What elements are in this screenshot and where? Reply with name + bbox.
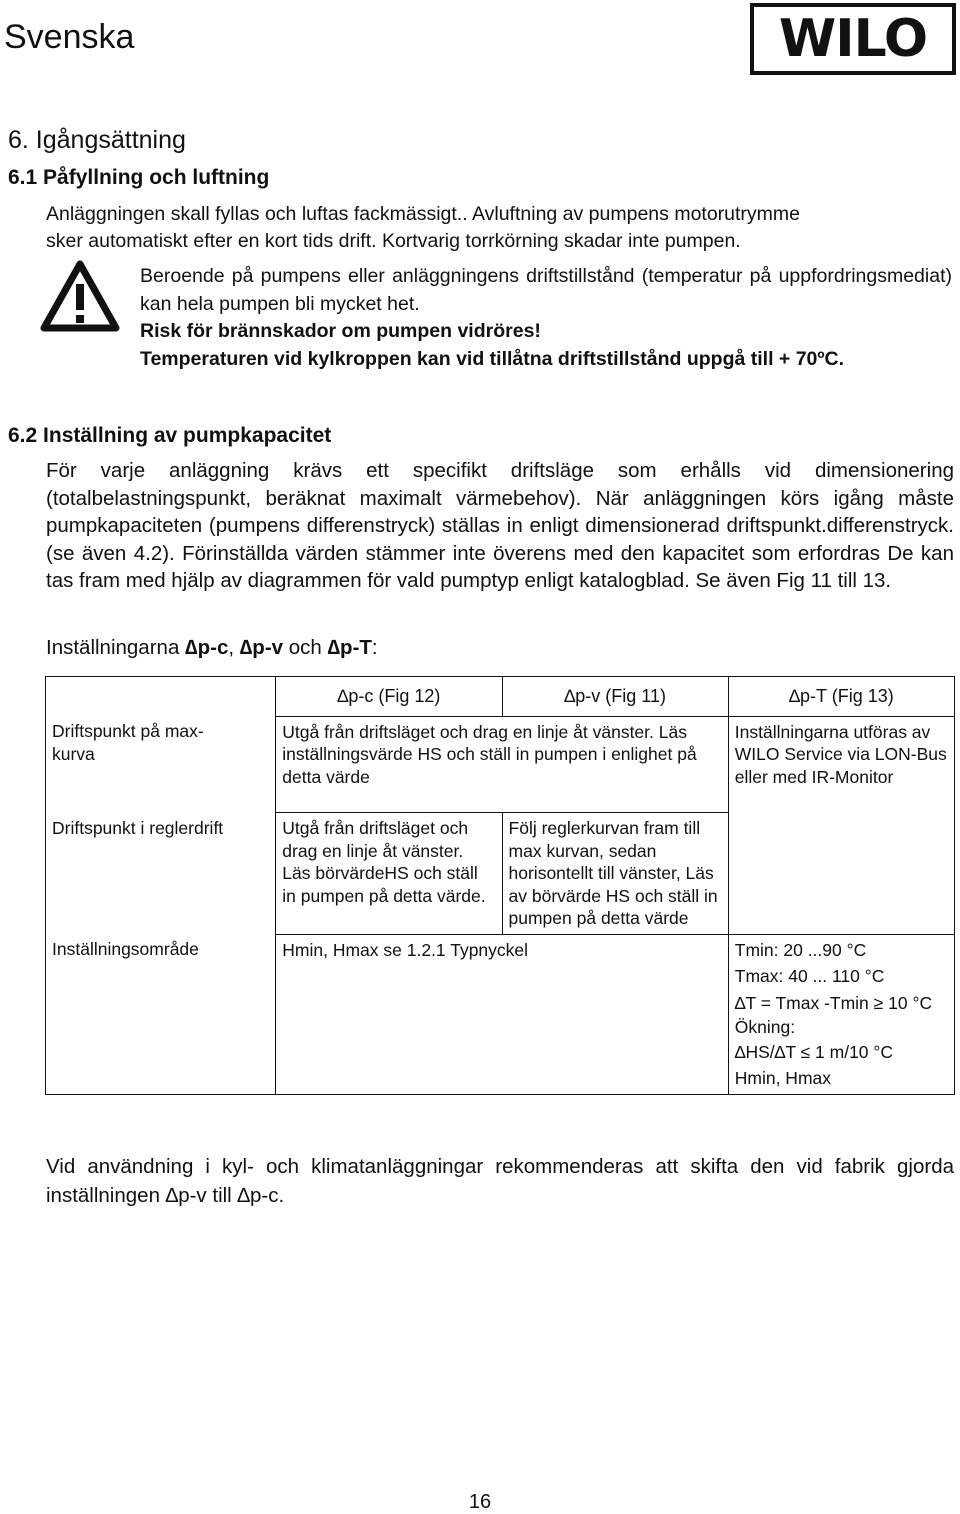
- subsection-title-fill: 6.1 Påfyllning och luftning: [8, 166, 270, 189]
- dpt-range-line: Hmin, Hmax: [734, 1068, 832, 1088]
- language-label: Svenska: [4, 18, 135, 56]
- settings-sep-1: ,: [228, 636, 240, 659]
- mode-dpv: ∆p-v: [239, 636, 284, 659]
- row-label-control: Driftspunkt i reglerdrift: [46, 813, 276, 935]
- header-dpt: ∆p-T (Fig 13): [728, 677, 954, 717]
- capacity-paragraph: För varje anläggning krävs ett specifikt driftsläge som erhålls vid dimensionering (totalbelastningspunkt, beräknat maximalt värmebehov). När anläggningen körs igång måste pumpkapaciteten (pumpens differenstryck) ställas in enligt dimensionerad driftspunkt.differenstryck. (se även 4.2). Förinställda värden stämmer inte överens med den kapacitet som erfordras De kan tas fram med hjälp av diagrammen för vald pumptyp enligt katalogblad. Se även Fig 11 till 13.: [46, 459, 954, 593]
- settings-sep-2: och: [283, 636, 328, 659]
- table-corner: [46, 677, 276, 717]
- subsection-title-capacity: 6.2 Inställning av pumpkapacitet: [8, 424, 332, 447]
- warning-text: [140, 263, 952, 373]
- mode-dpc: ∆p-c: [185, 636, 229, 659]
- section-title: 6. Igångsättning: [8, 126, 186, 154]
- cell-max-curve-instruction: [276, 716, 728, 813]
- footer-note: Vid användning i kyl- och klimatanläggningar rekommenderas att skifta den vid fabrik gjorda inställningen ∆p-v till ∆p-c.: [46, 1155, 954, 1207]
- wilo-logo: WILO: [750, 3, 956, 75]
- settings-intro: [46, 636, 378, 660]
- fill-line-1: Anläggningen skall fyllas och luftas fackmässigt.. Avluftning av pumpens motorutrymme: [46, 203, 801, 225]
- mode-dpt: ∆p-T: [327, 636, 372, 659]
- cell-dpv-control: Följ reglerkurvan fram till max kurvan, sedan horisontellt till vänster, Läs av börvärde HS och ställ in pumpen på detta värde: [502, 813, 728, 935]
- dpt-range-line: Ökning:: [734, 1017, 796, 1037]
- dpt-range-line: Tmin: 20 ...90 °C: [734, 939, 867, 960]
- settings-intro-text: Inställningarna: [46, 636, 180, 659]
- cell-dpt-service: Inställningarna utföras av WILO Service via LON-Bus eller med IR-Monitor: [728, 716, 954, 934]
- page-number: 16: [468, 1491, 492, 1513]
- header-dpc: ∆p-c (Fig 12): [276, 677, 502, 717]
- row-label-range: Inställningsområde: [46, 934, 276, 1094]
- warning-body: Beroende på pumpens eller anläggningens driftstillstånd (temperatur på uppfordringsmediat) kan hela pumpen bli mycket het.: [140, 265, 952, 315]
- table-row: [46, 934, 955, 1094]
- row-label-max-curve: Driftspunkt på max-kurva: [46, 716, 276, 813]
- dpt-range-line: ∆T = Tmax -Tmin ≥ 10 °C: [734, 992, 933, 1013]
- header-dpv: ∆p-v (Fig 11): [502, 677, 728, 717]
- warning-temperature: Temperaturen vid kylkroppen kan vid tillåtna driftstillstånd uppgå till + 70ºC.: [140, 347, 845, 370]
- dpt-range-line: ∆HS/∆T ≤ 1 m/10 °C: [734, 1041, 894, 1062]
- settings-end: :: [371, 636, 378, 659]
- settings-table: [45, 676, 955, 1095]
- fill-line-2: sker automatiskt efter en kort tids drift. Kortvarig torrkörning skadar inte pumpen.: [46, 230, 741, 252]
- warning-triangle-icon: [40, 260, 120, 332]
- cell-range: Hmin, Hmax se 1.2.1 Typnyckel: [276, 934, 728, 1094]
- cell-dpt-range: [728, 934, 954, 1094]
- table-row: [46, 716, 955, 813]
- max-curve-text: Utgå från driftsläget och drag en linje åt vänster. Läs inställningsvärde HS och ställ in pumpen i enlighet på detta värde: [282, 721, 697, 787]
- warning-burn-risk: Risk för brännskador om pumpen vidröres!: [140, 320, 541, 342]
- table-header-row: [46, 677, 955, 717]
- cell-dpc-control: Utgå från driftsläget och drag en linje åt vänster. Läs börvärdeHS och ställ in pumpen på detta värde.: [276, 813, 502, 935]
- dpt-range-line: Tmax: 40 ... 110 °C: [734, 966, 885, 986]
